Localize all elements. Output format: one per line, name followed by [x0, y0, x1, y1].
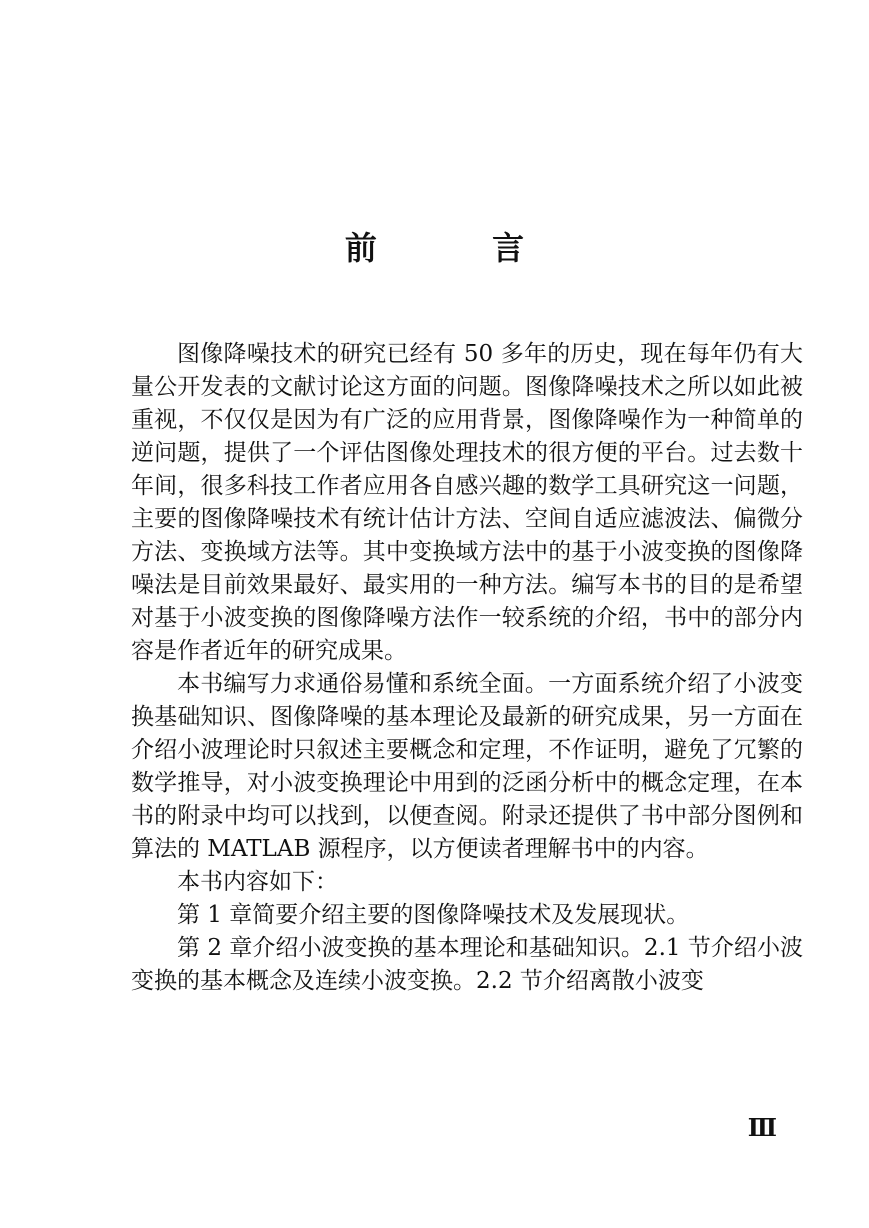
paragraph-approach: 本书编写力求通俗易懂和系统全面。一方面系统介绍了小波变换基础知识、图像降噪的基本理论及最新的研究成果，另一方面在介绍小波理论时只叙述主要概念和定理，不作证明，避免了冗繁的数学推导，对小波变换理论中用到的泛函分析中的概念定理，在本书的附录中均可以找到，以便查阅。附录还提供了书中部分图例和算法的 MATLAB 源程序，以方便读者理解书中的内容。	[131, 671, 803, 862]
page-title: 前 言	[344, 229, 577, 267]
paragraph-intro: 图像降噪技术的研究已经有 50 多年的历史，现在每年仍有大量公开发表的文献讨论这方面的问题。图像降噪技术之所以如此被重视，不仅仅是因为有广泛的应用背景，图像降噪作为一种简单的逆问题，提供了一个评估图像处理技术的很方便的平台。过去数十年间，很多科技工作者应用各自感兴趣的数学工具研究这一问题，主要的图像降噪技术有统计估计方法、空间自适应滤波法、偏微分方法、变换域方法等。其中变换域方法中的基于小波变换的图像降噪法是目前效果最好、最实用的一种方法。编写本书的目的是希望对基于小波变换的图像降噪方法作一较系统的介绍，书中的部分内容是作者近年的研究成果。	[131, 341, 803, 664]
paragraph-chapter-2: 第 2 章介绍小波变换的基本理论和基础知识。2.1 节介绍小波变换的基本概念及连续小波变换。2.2 节介绍离散小波变	[131, 935, 803, 994]
paragraph-contents-heading: 本书内容如下：	[177, 869, 338, 895]
page-number: Ⅲ	[747, 1113, 777, 1142]
body-text	[131, 338, 803, 998]
paragraph-chapter-1: 第 1 章简要介绍主要的图像降噪技术及发展现状。	[177, 902, 690, 928]
